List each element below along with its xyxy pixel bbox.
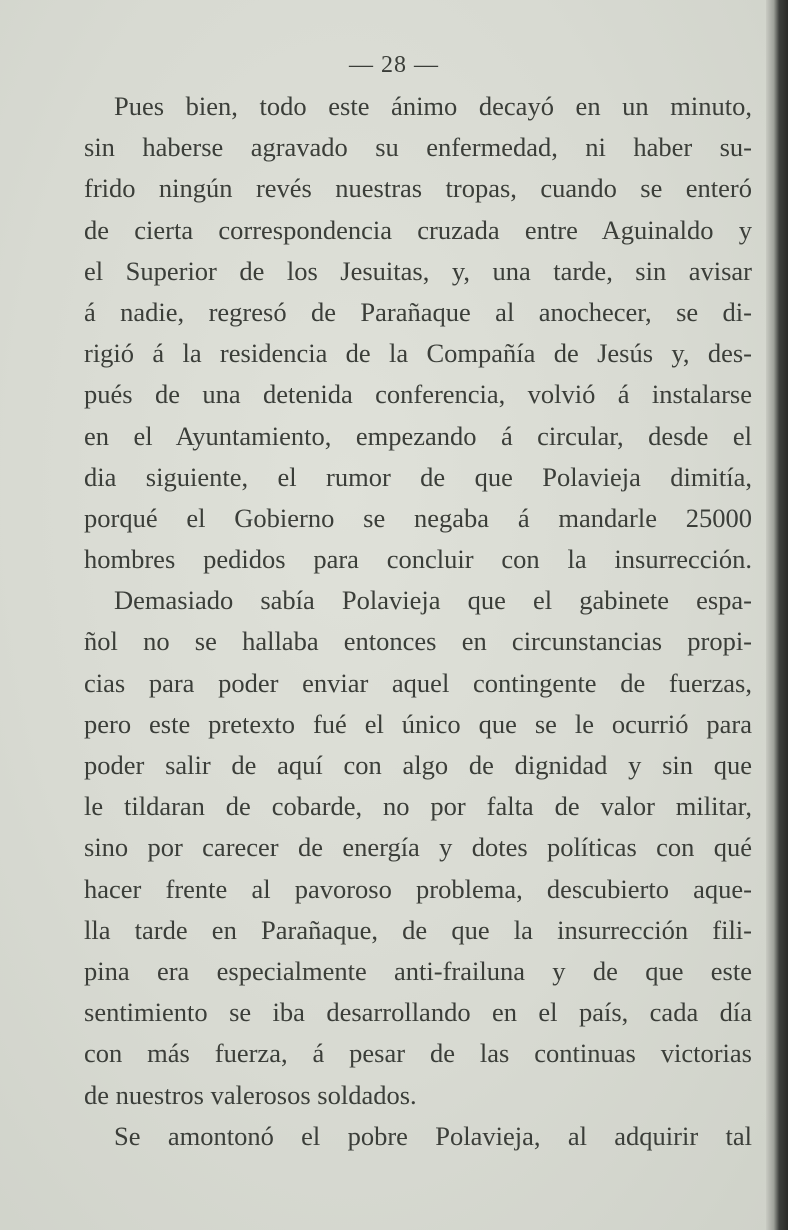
body-text bbox=[84, 86, 752, 1157]
paragraph bbox=[84, 86, 752, 580]
paragraph bbox=[84, 1116, 752, 1157]
text-line: Pues bien, todo este ánimo decayó en un minuto, bbox=[114, 91, 752, 121]
text-line: poder salir de aquí con algo de dignidad y sin que bbox=[84, 750, 752, 780]
text-line: con más fuerza, á pesar de las continuas victorias bbox=[84, 1038, 752, 1069]
text-line: rigió á la residencia de la Compañía de Jesús y, des- bbox=[84, 338, 752, 369]
text-line: el Superior de los Jesuitas, y, una tarde, sin avisar bbox=[84, 255, 752, 286]
text-line: ñol no se hallaba entonces en circunstancias propi- bbox=[84, 626, 752, 657]
text-line: en el Ayuntamiento, empezando á circular, desde el bbox=[84, 420, 752, 451]
text-line: le tildaran de cobarde, no por falta de valor militar, bbox=[84, 791, 752, 822]
text-line: hombres pedidos para concluir con la insurrección. bbox=[84, 544, 752, 575]
text-line: lla tarde en Parañaque, de que la insurrección fili- bbox=[84, 914, 752, 945]
text-line: Se amontonó el pobre Polavieja, al adquirir tal bbox=[114, 1120, 752, 1151]
text-line: de cierta correspondencia cruzada entre Aguinaldo y bbox=[84, 214, 752, 245]
text-line: pero este pretexto fué el único que se le ocurrió para bbox=[84, 708, 752, 739]
text-line: sin haberse agravado su enfermedad, ni haber su- bbox=[84, 132, 752, 163]
text-line: á nadie, regresó de Parañaque al anochecer, se di- bbox=[84, 296, 752, 327]
text-line: pina era especialmente anti-frailuna y de que este bbox=[84, 955, 752, 986]
page-binding-edge bbox=[766, 0, 788, 1230]
text-line: porqué el Gobierno se negaba á mandarle 25000 bbox=[84, 502, 752, 533]
text-line: Demasiado sabía Polavieja que el gabinete espa- bbox=[114, 585, 752, 616]
text-line: pués de una detenida conferencia, volvió á instalarse bbox=[84, 379, 752, 410]
text-line: dia siguiente, el rumor de que Polavieja dimitía, bbox=[84, 461, 752, 492]
text-line: hacer frente al pavoroso problema, descubierto aque- bbox=[84, 873, 752, 904]
text-line: sentimiento se iba desarrollando en el país, cada día bbox=[84, 997, 752, 1028]
text-line: de nuestros valerosos soldados. bbox=[84, 1079, 417, 1110]
text-line: sino por carecer de energía y dotes políticas con qué bbox=[84, 832, 752, 863]
page-number: — 28 — bbox=[349, 52, 439, 78]
text-line: frido ningún revés nuestras tropas, cuando se enteró bbox=[84, 173, 752, 204]
paragraph bbox=[84, 580, 752, 1115]
text-line: cias para poder enviar aquel contingente de fuerzas, bbox=[84, 667, 752, 698]
